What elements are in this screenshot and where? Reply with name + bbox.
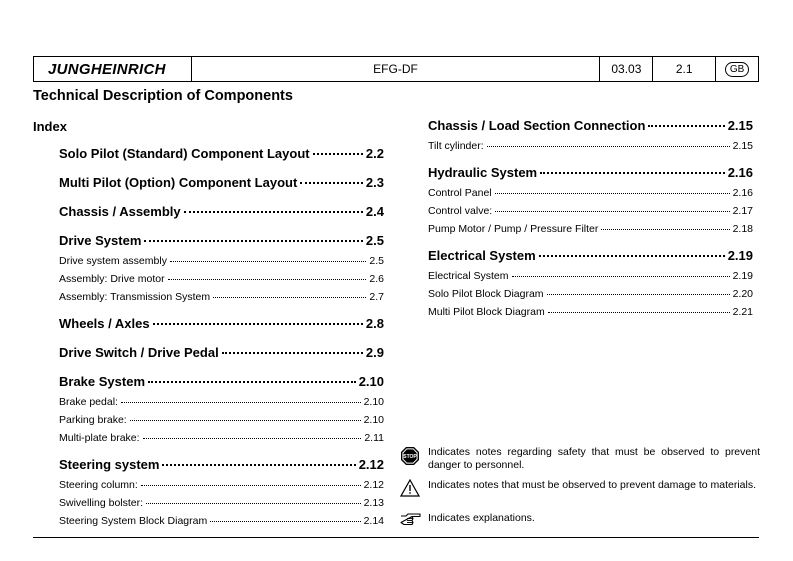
- dot-leader: [300, 182, 363, 184]
- index-subentry[interactable]: [428, 288, 753, 306]
- index-section-entry[interactable]: [59, 374, 384, 396]
- dot-leader: [148, 381, 356, 383]
- section-page: 2.9: [365, 345, 384, 360]
- section-title: Chassis / Load Section Connection: [428, 118, 646, 133]
- subentry-label: Pump Motor / Pump / Pressure Filter: [428, 223, 599, 235]
- index-subentry[interactable]: [59, 414, 384, 432]
- logo-cell: [34, 57, 192, 81]
- section-page: 2.3: [365, 175, 384, 190]
- subentry-label: Control Panel: [428, 187, 492, 199]
- model-cell: [192, 57, 601, 81]
- note-explanation: [400, 512, 760, 526]
- subentry-page: 2.6: [369, 273, 384, 285]
- subentry-label: Tilt cylinder:: [428, 140, 484, 152]
- subentry-page: 2.13: [363, 497, 384, 509]
- dot-leader: [130, 420, 361, 421]
- subentry-page: 2.5: [369, 255, 384, 267]
- subentry-label: Assembly: Drive motor: [59, 273, 165, 285]
- dot-leader: [170, 261, 366, 262]
- section-gap: [59, 338, 384, 345]
- section-title: Chassis / Assembly: [59, 204, 181, 219]
- index-subentry[interactable]: [59, 291, 384, 309]
- index-left-column: [59, 146, 384, 533]
- subentry-label: Multi Pilot Block Diagram: [428, 306, 545, 318]
- section-page: 2.16: [727, 165, 753, 180]
- index-subentry[interactable]: [59, 396, 384, 414]
- index-subentry[interactable]: [59, 273, 384, 291]
- index-section-entry[interactable]: [59, 204, 384, 226]
- subentry-page: 2.20: [732, 288, 753, 300]
- section-gap: [428, 241, 753, 248]
- subentry-label: Control valve:: [428, 205, 493, 217]
- dot-leader: [146, 503, 361, 504]
- dot-leader: [210, 521, 360, 522]
- index-subentry[interactable]: [59, 515, 384, 533]
- note-explanation-text: Indicates explanations.: [428, 512, 535, 524]
- index-subentry[interactable]: [428, 270, 753, 288]
- index-subentry[interactable]: [59, 497, 384, 515]
- index-subentry[interactable]: [59, 432, 384, 450]
- index-subentry[interactable]: [59, 479, 384, 497]
- stop-icon: [400, 446, 428, 471]
- index-section-entry[interactable]: [428, 248, 753, 270]
- revision-date: 03.03: [611, 62, 642, 76]
- page-cell: [653, 57, 716, 81]
- section-page: 2.12: [358, 457, 384, 472]
- note-safety-text: Indicates notes regarding safety that must be observed to prevent danger to personnel.: [428, 446, 760, 471]
- dot-leader: [539, 255, 725, 257]
- subentry-label: Brake pedal:: [59, 396, 118, 408]
- date-cell: [600, 57, 653, 81]
- section-gap: [59, 226, 384, 233]
- section-page: 2.10: [358, 374, 384, 389]
- bottom-divider: [33, 537, 759, 538]
- company-logo: JUNGHEINRICH: [48, 60, 166, 78]
- dot-leader: [144, 240, 363, 242]
- subentry-label: Multi-plate brake:: [59, 432, 140, 444]
- dot-leader: [168, 279, 367, 280]
- section-title: Hydraulic System: [428, 165, 538, 180]
- subentry-page: 2.10: [363, 414, 384, 426]
- subentry-page: 2.19: [732, 270, 753, 282]
- note-damage: [400, 479, 760, 497]
- section-title: Brake System: [59, 374, 145, 389]
- dot-leader: [487, 146, 730, 147]
- section-title: Wheels / Axles: [59, 316, 150, 331]
- pointing-hand-icon: [400, 512, 428, 526]
- index-section-entry[interactable]: [59, 345, 384, 367]
- model-name: EFG-DF: [373, 62, 418, 76]
- index-subentry[interactable]: [428, 306, 753, 324]
- subentry-page: 2.16: [732, 187, 753, 199]
- subentry-label: Assembly: Transmission System: [59, 291, 211, 303]
- section-gap: [59, 450, 384, 457]
- dot-leader: [601, 229, 729, 230]
- dot-leader: [547, 294, 730, 295]
- subentry-page: 2.7: [369, 291, 384, 303]
- subentry-label: Parking brake:: [59, 414, 127, 426]
- dot-leader: [648, 125, 724, 127]
- dot-leader: [495, 211, 729, 212]
- index-section-entry[interactable]: [59, 316, 384, 338]
- section-title: Electrical System: [428, 248, 536, 263]
- index-subentry[interactable]: [428, 223, 753, 241]
- dot-leader: [512, 276, 730, 277]
- dot-leader: [121, 402, 361, 403]
- note-safety: [400, 446, 760, 471]
- section-gap: [428, 158, 753, 165]
- section-title: Drive Switch / Drive Pedal: [59, 345, 219, 360]
- section-title: Drive System: [59, 233, 142, 248]
- subentry-label: Steering column:: [59, 479, 138, 491]
- dot-leader: [548, 312, 730, 313]
- page-number: 2.1: [675, 62, 693, 76]
- dot-leader: [213, 297, 366, 298]
- section-page: 2.19: [727, 248, 753, 263]
- index-section-entry[interactable]: [59, 233, 384, 255]
- subentry-page: 2.10: [363, 396, 384, 408]
- index-subentry[interactable]: [428, 205, 753, 223]
- dot-leader: [143, 438, 362, 439]
- subentry-page: 2.15: [732, 140, 753, 152]
- dot-leader: [184, 211, 363, 213]
- dot-leader: [540, 172, 725, 174]
- subentry-label: Swivelling bolster:: [59, 497, 144, 509]
- index-subentry[interactable]: [59, 255, 384, 273]
- stop-icon-text: STOP: [403, 454, 417, 460]
- subentry-page: 2.14: [363, 515, 384, 527]
- section-page: 2.4: [365, 204, 384, 219]
- section-page: 2.8: [365, 316, 384, 331]
- document-header: [33, 56, 759, 82]
- note-damage-text: Indicates notes that must be observed to prevent damage to materials.: [428, 479, 757, 491]
- section-page: 2.5: [365, 233, 384, 248]
- page-title: Technical Description of Components: [33, 88, 293, 104]
- subentry-page: 2.17: [732, 205, 753, 217]
- subentry-page: 2.11: [364, 432, 384, 444]
- index-section-entry[interactable]: [428, 118, 753, 140]
- section-page: 2.15: [727, 118, 753, 133]
- section-gap: [59, 197, 384, 204]
- dot-leader: [313, 153, 363, 155]
- subentry-label: Solo Pilot Block Diagram: [428, 288, 544, 300]
- subentry-label: Drive system assembly: [59, 255, 167, 267]
- subentry-page: 2.21: [732, 306, 753, 318]
- section-gap: [59, 309, 384, 316]
- index-right-column: [428, 118, 753, 324]
- subentry-label: Steering System Block Diagram: [59, 515, 208, 527]
- warning-triangle-icon: [400, 479, 428, 497]
- section-title: Steering system: [59, 457, 160, 472]
- index-heading: Index: [33, 119, 67, 134]
- index-section-entry[interactable]: [59, 146, 384, 168]
- index-subentry[interactable]: [428, 187, 753, 205]
- section-gap: [59, 168, 384, 175]
- subentry-page: 2.12: [363, 479, 384, 491]
- language-badge: GB: [725, 62, 749, 77]
- index-section-entry[interactable]: [59, 457, 384, 479]
- section-gap: [59, 367, 384, 374]
- language-cell: [716, 57, 758, 81]
- subentry-page: 2.18: [732, 223, 753, 235]
- index-section-entry[interactable]: [59, 175, 384, 197]
- dot-leader: [162, 464, 355, 466]
- index-section-entry[interactable]: [428, 165, 753, 187]
- dot-leader: [495, 193, 730, 194]
- section-page: 2.2: [365, 146, 384, 161]
- subentry-label: Electrical System: [428, 270, 509, 282]
- dot-leader: [141, 485, 361, 486]
- dot-leader: [222, 352, 363, 354]
- dot-leader: [153, 323, 363, 325]
- section-title: Solo Pilot (Standard) Component Layout: [59, 146, 310, 161]
- index-subentry[interactable]: [428, 140, 753, 158]
- section-title: Multi Pilot (Option) Component Layout: [59, 175, 298, 190]
